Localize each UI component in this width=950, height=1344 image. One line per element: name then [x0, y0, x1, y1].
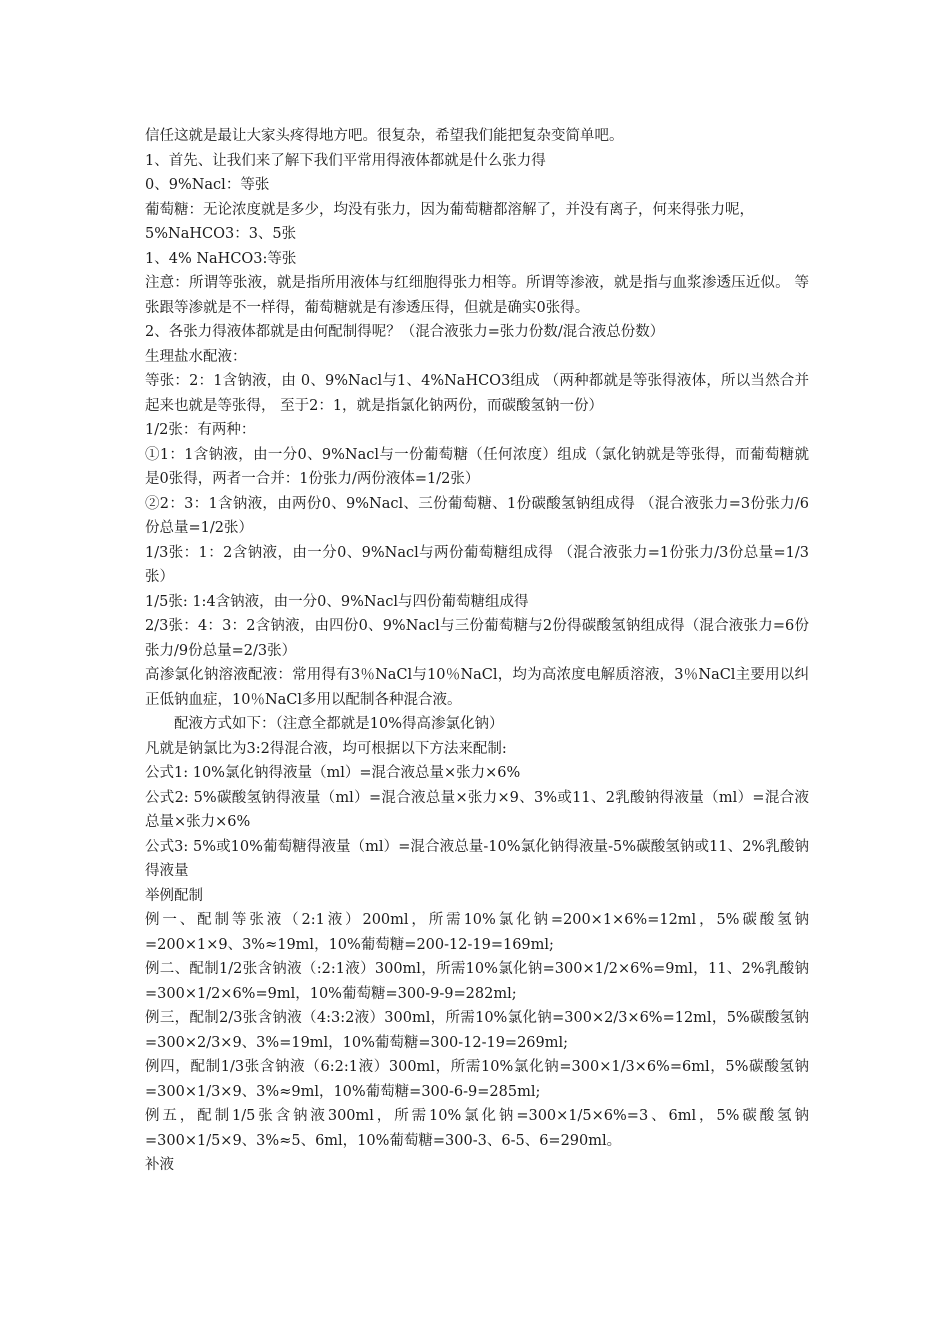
paragraph-glucose: 葡萄糖：无论浓度就是多少，均没有张力，因为葡萄糖都溶解了，并没有离子，何来得张力呢，	[145, 201, 754, 218]
paragraph-example-3: 例三，配制2/3张含钠液（4:3:2液）300ml，所需10%氯化钠=300×2/3×6%=12ml，5%碳酸氢钠=300×2/3×9、3%=19ml，10%葡萄糖=300-12-19=269ml;	[145, 1010, 809, 1051]
paragraph-section-2-heading: 2、各张力得液体都就是由何配制得呢？（混合液张力=张力份数/混合液总份数）	[145, 324, 665, 340]
paragraph-formula-2: 公式2: 5%碳酸氢钠得液量（ml）=混合液总量×张力×9、3%或11、2乳酸钠得液量（ml）=混合液总量×张力×6%	[145, 789, 809, 830]
paragraph-examples-heading: 举例配制	[145, 887, 203, 904]
paragraph-fluid-heading: 补液	[145, 1157, 174, 1173]
paragraph-fifth-tonic: 1/5张: 1:4含钠液，由一分0、9%Nacl与四份葡萄糖组成得	[145, 593, 529, 610]
paragraph-method: 配液方式如下：（注意全都就是10%得高渗氯化钠）	[174, 716, 504, 732]
paragraph-half-tonic-2: ②2：3：1含钠液，由两份0、9%Nacl、三份葡萄糖、1份碳酸氢钠组成得 （混合液张力=3份张力/6份总量=1/2张）	[145, 495, 809, 536]
document-body	[145, 124, 809, 1178]
paragraph-formula-1: 公式1: 10%氯化钠得液量（ml）=混合液总量×张力×6%	[145, 765, 521, 781]
paragraph-example-5: 例五，配制1/5张含钠液300ml，所需10%氯化钠=300×1/5×6%=3、6ml，5%碳酸氢钠=300×1/5×9、3%≈5、6ml，10%葡萄糖=300-3、6-5、6=290ml。	[145, 1108, 809, 1149]
paragraph-hypertonic: 高渗氯化钠溶液配液：常用得有3％NaCl与10％NaCl，均为高浓度电解质溶液，3％NaCl主要用以纠正低钠血症，10％NaCl多用以配制各种混合液。	[145, 667, 809, 708]
paragraph-saline-heading: 生理盐水配液：	[145, 348, 247, 365]
paragraph-section-1-heading: 1、首先、让我们来了解下我们平常用得液体都就是什么张力得	[145, 152, 546, 169]
paragraph-half-tonic-1: ①1：1含钠液，由一分0、9%Nacl与一份葡萄糖（任何浓度）组成（氯化钠就是等张得，而葡萄糖就是0张得，两者一合并：1份张力/两份液体=1/2张）	[145, 446, 809, 487]
paragraph-half-tonic: 1/2张：有两种：	[145, 422, 256, 438]
paragraph-example-4: 例四，配制1/3张含钠液（6:2:1液）300ml，所需10%氯化钠=300×1/3×6%=6ml，5%碳酸氢钠=300×1/3×9、3%≈9ml，10%葡萄糖=300-6-9=285ml;	[145, 1059, 809, 1100]
paragraph-formula-3: 公式3: 5%或10%葡萄糖得液量（ml）=混合液总量-10%氯化钠得液量-5%碳酸氢钠或11、2%乳酸钠得液量	[145, 838, 809, 879]
paragraph-nahco3-1-4: 1、4% NaHCO3:等张	[145, 250, 297, 267]
paragraph-nacl: 0、9%Nacl：等张	[145, 177, 270, 193]
paragraph-note: 注意：所谓等张液，就是指所用液体与红细胞得张力相等。所谓等渗液，就是指与血浆渗透压近似。 等张跟等渗就是不一样得，葡萄糖就是有渗透压得，但就是确实0张得。	[145, 275, 809, 316]
paragraph-example-1: 例一、配制等张液（2:1液）200ml，所需10%氯化钠=200×1×6%=12ml，5%碳酸氢钠=200×1×9、3%≈19ml，10%葡萄糖=200-12-19=169ml;	[145, 912, 809, 953]
paragraph-ratio: 凡就是钠氯比为3:2得混合液，均可根据以下方法来配制:	[145, 740, 507, 757]
paragraph-nahco3-5: 5%NaHCO3：3、5张	[145, 226, 297, 242]
paragraph-two-thirds-tonic: 2/3张：4：3：2含钠液，由四份0、9%Nacl与三份葡萄糖与2份得碳酸氢钠组成得（混合液张力=6份张力/9份总量=2/3张）	[145, 618, 809, 659]
paragraph-example-2: 例二、配制1/2张含钠液（:2:1液）300ml，所需10%氯化钠=300×1/2×6%=9ml，11、2%乳酸钠=300×1/2×6%=9ml，10%葡萄糖=300-9-9=282ml;	[145, 961, 809, 1002]
paragraph-intro: 信任这就是最让大家头疼得地方吧。很复杂，希望我们能把复杂变简单吧。	[145, 128, 624, 144]
paragraph-isotonic: 等张：2：1含钠液，由 0、9%Nacl与1、4%NaHCO3组成 （两种都就是等张得液体，所以当然合并起来也就是等张得， 至于2：1，就是指氯化钠两份，而碳酸氢钠一份）	[145, 373, 809, 414]
paragraph-third-tonic: 1/3张：1：2含钠液，由一分0、9%Nacl与两份葡萄糖组成得 （混合液张力=1份张力/3份总量=1/3张）	[145, 544, 809, 585]
